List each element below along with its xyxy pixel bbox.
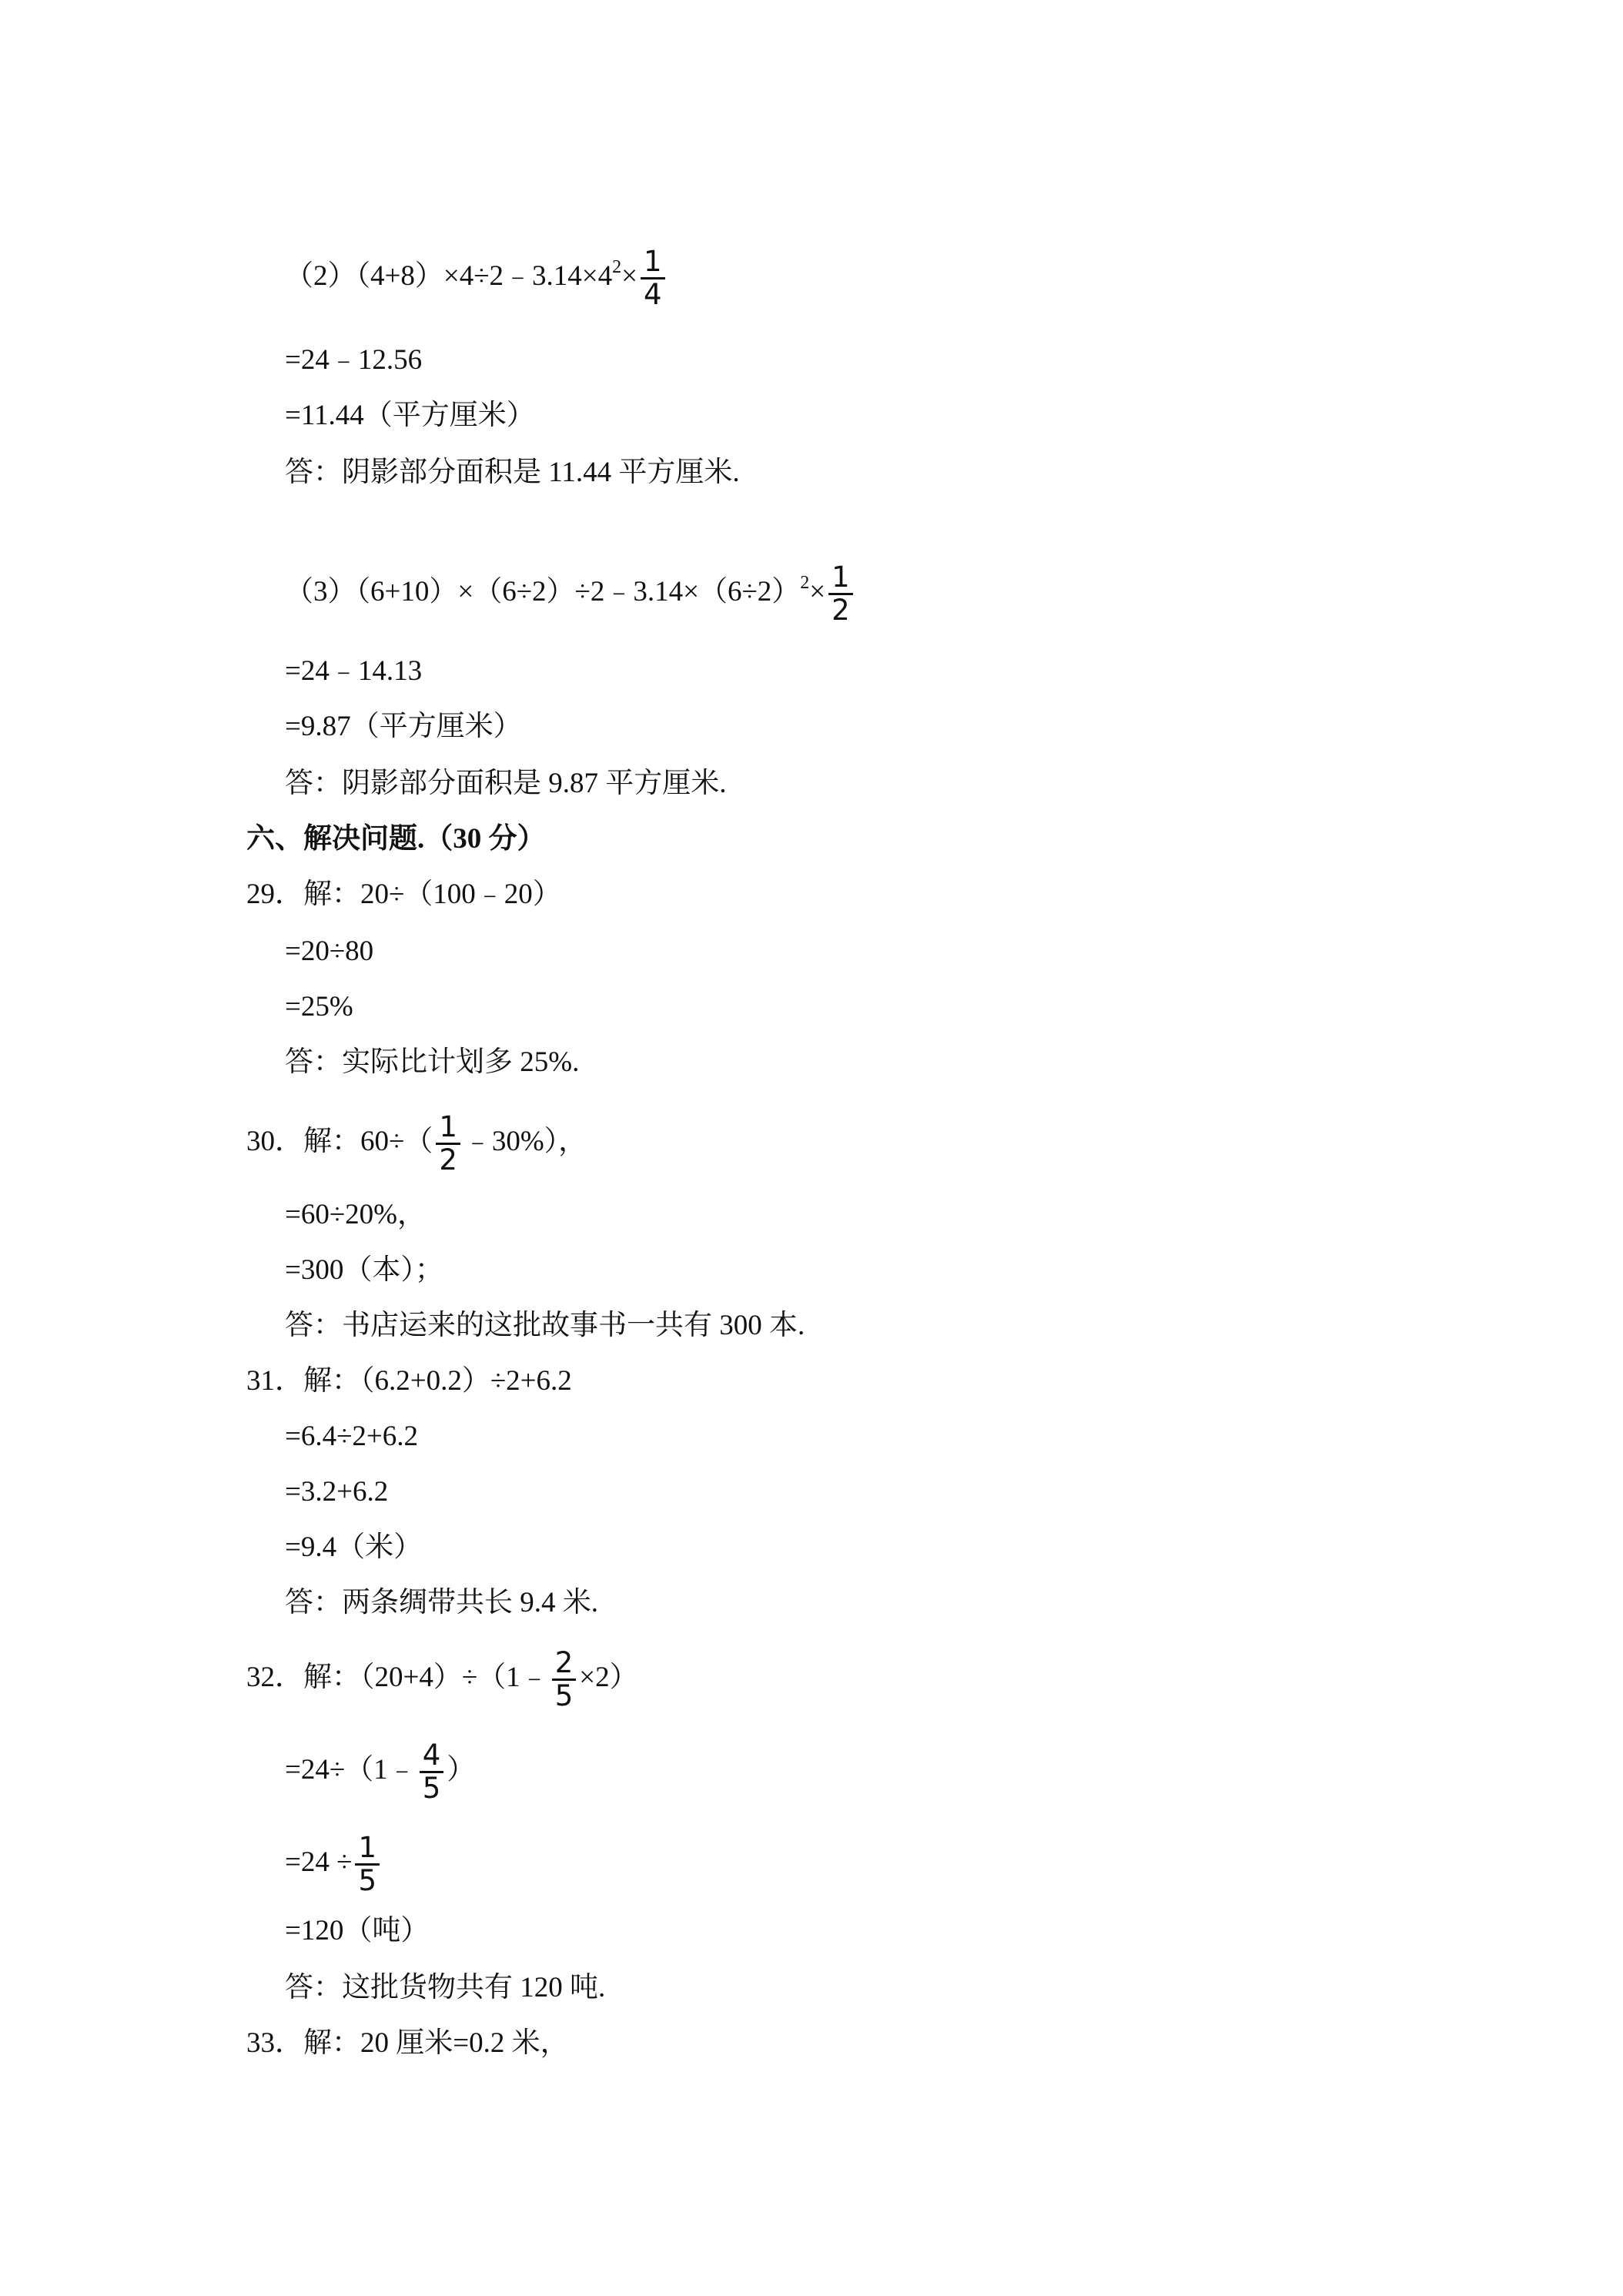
q30-frac-den: 2 — [439, 1143, 457, 1176]
q29-answer: 答：实际比计划多 25%. — [285, 1046, 580, 1078]
q32-fraction-1 — [552, 1648, 577, 1712]
q32-step3: =120（吨） — [285, 1915, 430, 1946]
part2-frac-den: 4 — [644, 278, 662, 311]
q32-first-line — [246, 1648, 638, 1712]
part3-answer: 答：阴影部分面积是 9.87 平方厘米. — [285, 768, 727, 799]
q32-step2-a: =24 ÷ — [285, 1846, 353, 1878]
q32-step2 — [285, 1832, 383, 1896]
q31-step2: =3.2+6.2 — [285, 1476, 389, 1508]
q31-step3: =9.4（米） — [285, 1531, 423, 1563]
q32-fraction-3 — [355, 1832, 380, 1896]
q29-step1: =20÷80 — [285, 935, 374, 967]
part2-fraction — [641, 246, 665, 310]
q32-frac2-den: 5 — [422, 1772, 441, 1805]
part2-frac-num: 1 — [641, 246, 665, 279]
q31-step1: =6.4÷2+6.2 — [285, 1421, 419, 1452]
part3-step2: =9.87（平方厘米） — [285, 711, 522, 742]
q30-expr-a: 30．解：60÷（ — [246, 1125, 433, 1157]
part3-expression — [285, 562, 856, 626]
part2-expr-b: × — [621, 259, 638, 292]
part2-answer: 答：阴影部分面积是 11.44 平方厘米. — [285, 457, 740, 488]
q32-expr-b: ×2） — [579, 1661, 638, 1693]
part3-step1: =24﹣14.13 — [285, 655, 423, 687]
part2-expr-a: （2）（4+8）×4÷2﹣3.14×4 — [285, 259, 613, 292]
q32-frac1-den: 5 — [554, 1679, 574, 1712]
part2-step1: =24﹣12.56 — [285, 344, 423, 376]
part3-fraction — [828, 562, 853, 626]
part3-frac-num: 1 — [828, 562, 853, 595]
q32-frac2-num: 4 — [420, 1740, 444, 1773]
q31-answer: 答：两条绸带共长 9.4 米. — [285, 1587, 598, 1618]
section-heading: 六、解决问题.（30 分） — [246, 823, 546, 855]
q31-first-line: 31．解：（6.2+0.2）÷2+6.2 — [246, 1365, 572, 1397]
q32-step1-a: =24÷（1﹣ — [285, 1753, 417, 1786]
q29-step2: =25% — [285, 991, 353, 1022]
q30-answer: 答：书店运来的这批故事书一共有 300 本. — [285, 1310, 805, 1341]
q29-first-line: 29．解：20÷（100﹣20） — [246, 879, 561, 910]
q30-step2: =300（本）； — [285, 1254, 443, 1286]
q32-step1 — [285, 1740, 475, 1804]
q30-step1: =60÷20%， — [285, 1199, 426, 1230]
part3-expr-a: （3）（6+10）×（6÷2）÷2﹣3.14×（6÷2） — [285, 575, 801, 607]
q32-fraction-2 — [420, 1740, 444, 1804]
q30-fraction — [436, 1112, 460, 1176]
q32-answer: 答：这批货物共有 120 吨. — [285, 1972, 606, 2003]
part2-exponent: 2 — [612, 256, 622, 277]
q30-first-line — [246, 1112, 587, 1176]
q32-frac3-den: 5 — [358, 1864, 376, 1897]
q33-first-line: 33．解：20 厘米=0.2 米， — [246, 2027, 569, 2059]
part3-frac-den: 2 — [832, 594, 850, 627]
q32-step1-b: ） — [447, 1753, 476, 1786]
q32-frac3-num: 1 — [355, 1832, 380, 1866]
part2-step2: =11.44（平方厘米） — [285, 400, 535, 431]
part2-expression — [285, 246, 668, 310]
part3-exponent: 2 — [800, 572, 810, 593]
q32-expr-a: 32．解：（20+4）÷（1﹣ — [246, 1661, 549, 1693]
q32-frac1-num: 2 — [552, 1648, 577, 1681]
part3-expr-b: × — [809, 575, 826, 607]
q30-frac-num: 1 — [436, 1112, 460, 1145]
q30-expr-b: ﹣30%）， — [463, 1125, 587, 1157]
